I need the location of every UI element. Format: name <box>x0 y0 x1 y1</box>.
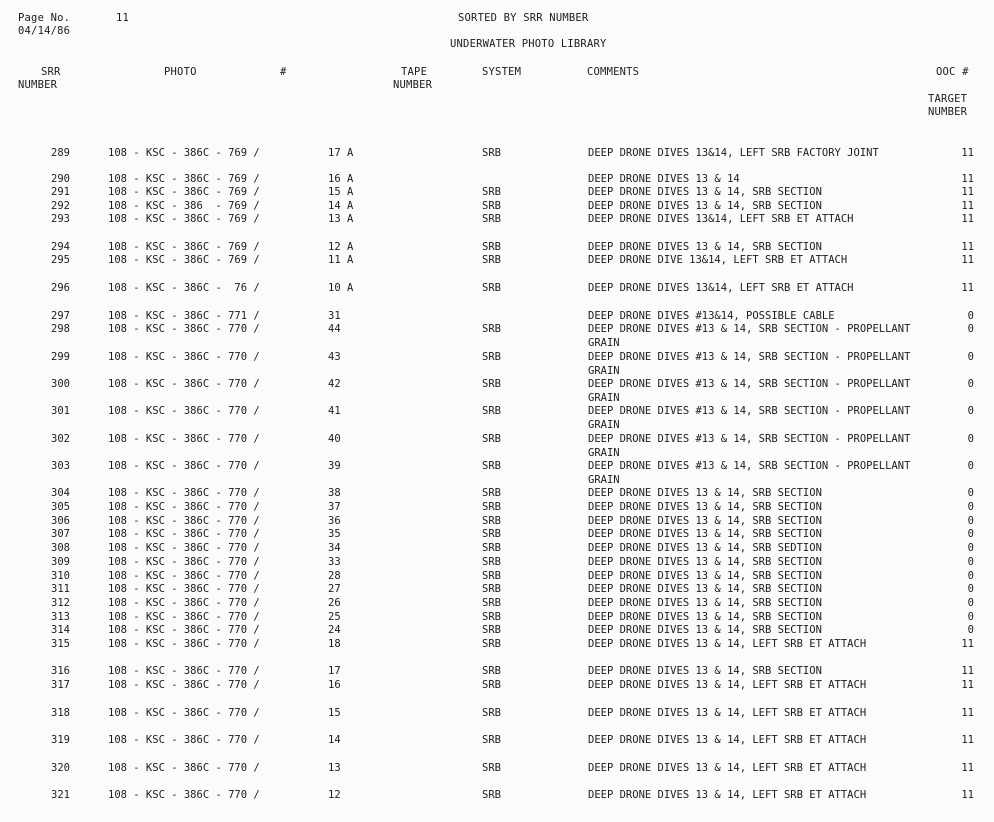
ooc-cell: 11 <box>961 254 974 266</box>
comment-cell: DEEP DRONE DIVE 13&14, LEFT SRB ET ATTACH <box>588 254 848 266</box>
ooc-cell: 0 <box>967 310 974 322</box>
photo-number-cell: 34 <box>328 542 341 554</box>
system-cell: SRB <box>482 528 501 540</box>
system-cell: SRB <box>482 213 501 225</box>
ooc-cell: 0 <box>967 528 974 540</box>
system-cell: SRB <box>482 460 501 472</box>
ooc-cell: 11 <box>961 762 974 774</box>
comment-cell: DEEP DRONE DIVES #13 & 14, SRB SECTION - PROPELLANT GRAIN <box>588 433 911 459</box>
system-cell: SRB <box>482 378 501 390</box>
ooc-cell: 11 <box>961 282 974 294</box>
col-tape-number: NUMBER <box>393 79 433 91</box>
ooc-cell: 11 <box>961 707 974 719</box>
ooc-cell: 11 <box>961 200 974 212</box>
comment-cell: DEEP DRONE DIVES #13 & 14, SRB SECTION - PROPELLANT GRAIN <box>588 351 911 377</box>
ooc-cell: 0 <box>967 515 974 527</box>
srr-cell: 293 <box>51 213 70 225</box>
ooc-cell: 0 <box>967 570 974 582</box>
photo-number-cell: 17 A <box>328 147 354 159</box>
photo-cell: 108 - KSC - 386C - 769 / <box>108 147 260 159</box>
system-cell: SRB <box>482 570 501 582</box>
photo-cell: 108 - KSC - 386C - 769 / <box>108 173 260 185</box>
photo-cell: 108 - KSC - 386C - 770 / <box>108 351 260 363</box>
photo-cell: 108 - KSC - 386C - 770 / <box>108 597 260 609</box>
report-date: 04/14/86 <box>18 25 71 37</box>
system-cell: SRB <box>482 147 501 159</box>
comment-cell: DEEP DRONE DIVES 13 & 14, SRB SECTION <box>588 665 822 677</box>
photo-cell: 108 - KSC - 386C - 770 / <box>108 583 260 595</box>
system-cell: SRB <box>482 405 501 417</box>
ooc-cell: 0 <box>967 597 974 609</box>
photo-cell: 108 - KSC - 386C - 770 / <box>108 624 260 636</box>
col-hash: # <box>280 66 287 78</box>
col-system: SYSTEM <box>482 66 522 78</box>
photo-cell: 108 - KSC - 386C - 770 / <box>108 487 260 499</box>
comment-cell: DEEP DRONE DIVES 13 & 14, LEFT SRB ET ATTACH <box>588 789 867 801</box>
ooc-cell: 0 <box>967 611 974 623</box>
photo-number-cell: 41 <box>328 405 341 417</box>
system-cell: SRB <box>482 323 501 335</box>
srr-cell: 312 <box>51 597 70 609</box>
srr-cell: 315 <box>51 638 70 650</box>
photo-cell: 108 - KSC - 386C - 770 / <box>108 707 260 719</box>
photo-number-cell: 14 A <box>328 200 354 212</box>
photo-number-cell: 17 <box>328 665 341 677</box>
srr-cell: 304 <box>51 487 70 499</box>
srr-cell: 310 <box>51 570 70 582</box>
srr-cell: 317 <box>51 679 70 691</box>
comment-cell: DEEP DRONE DIVES 13 & 14, SRB SECTION <box>588 487 822 499</box>
photo-cell: 108 - KSC - 386C - 770 / <box>108 556 260 568</box>
photo-cell: 108 - KSC - 386C - 771 / <box>108 310 260 322</box>
comment-cell: DEEP DRONE DIVES #13 & 14, SRB SECTION - PROPELLANT GRAIN <box>588 405 911 431</box>
ooc-cell: 11 <box>961 241 974 253</box>
ooc-cell: 11 <box>961 638 974 650</box>
page-number: 11 <box>116 12 130 24</box>
srr-cell: 301 <box>51 405 70 417</box>
comment-cell: DEEP DRONE DIVES 13 & 14, LEFT SRB ET ATTACH <box>588 707 867 719</box>
photo-number-cell: 25 <box>328 611 341 623</box>
photo-number-cell: 18 <box>328 638 341 650</box>
ooc-cell: 0 <box>967 583 974 595</box>
comment-cell: DEEP DRONE DIVES 13 & 14, SRB SECTION <box>588 611 822 623</box>
system-cell: SRB <box>482 665 501 677</box>
ooc-cell: 11 <box>961 734 974 746</box>
photo-number-cell: 14 <box>328 734 341 746</box>
ooc-cell: 0 <box>967 624 974 636</box>
photo-number-cell: 44 <box>328 323 341 335</box>
ooc-cell: 0 <box>967 460 974 472</box>
photo-number-cell: 13 A <box>328 213 354 225</box>
photo-number-cell: 13 <box>328 762 341 774</box>
comment-cell: DEEP DRONE DIVES 13 & 14, SRB SECTION <box>588 624 822 636</box>
system-cell: SRB <box>482 282 501 294</box>
comment-cell: DEEP DRONE DIVES 13 & 14, SRB SECTION <box>588 570 822 582</box>
srr-cell: 309 <box>51 556 70 568</box>
comment-cell: DEEP DRONE DIVES 13 & 14, LEFT SRB ET ATTACH <box>588 638 867 650</box>
photo-cell: 108 - KSC - 386C - 770 / <box>108 515 260 527</box>
srr-cell: 308 <box>51 542 70 554</box>
comment-cell: DEEP DRONE DIVES 13 & 14, SRB SEDTION <box>588 542 822 554</box>
srr-cell: 314 <box>51 624 70 636</box>
ooc-cell: 0 <box>967 542 974 554</box>
photo-cell: 108 - KSC - 386C - 770 / <box>108 501 260 513</box>
system-cell: SRB <box>482 487 501 499</box>
system-cell: SRB <box>482 734 501 746</box>
ooc-cell: 0 <box>967 323 974 335</box>
photo-cell: 108 - KSC - 386C - 770 / <box>108 734 260 746</box>
srr-cell: 305 <box>51 501 70 513</box>
system-cell: SRB <box>482 707 501 719</box>
system-cell: SRB <box>482 638 501 650</box>
comment-cell: DEEP DRONE DIVES 13 & 14 <box>588 173 740 185</box>
comment-cell: DEEP DRONE DIVES 13&14, LEFT SRB ET ATTACH <box>588 282 854 294</box>
photo-number-cell: 35 <box>328 528 341 540</box>
photo-number-cell: 33 <box>328 556 341 568</box>
comment-cell: DEEP DRONE DIVES 13 & 14, SRB SECTION <box>588 501 822 513</box>
photo-cell: 108 - KSC - 386C - 770 / <box>108 378 260 390</box>
photo-cell: 108 - KSC - 386C - 770 / <box>108 405 260 417</box>
ooc-cell: 11 <box>961 186 974 198</box>
system-cell: SRB <box>482 501 501 513</box>
srr-cell: 306 <box>51 515 70 527</box>
system-cell: SRB <box>482 254 501 266</box>
srr-cell: 297 <box>51 310 70 322</box>
comment-cell: DEEP DRONE DIVES #13&14, POSSIBLE CABLE <box>588 310 835 322</box>
system-cell: SRB <box>482 679 501 691</box>
comment-cell: DEEP DRONE DIVES 13 & 14, SRB SECTION <box>588 583 822 595</box>
photo-cell: 108 - KSC - 386 - 769 / <box>108 200 260 212</box>
system-cell: SRB <box>482 186 501 198</box>
photo-cell: 108 - KSC - 386C - 769 / <box>108 186 260 198</box>
srr-cell: 291 <box>51 186 70 198</box>
photo-number-cell: 28 <box>328 570 341 582</box>
srr-cell: 292 <box>51 200 70 212</box>
photo-number-cell: 12 <box>328 789 341 801</box>
srr-cell: 316 <box>51 665 70 677</box>
col-srr-number: NUMBER <box>18 79 58 91</box>
ooc-cell: 11 <box>961 147 974 159</box>
comment-cell: DEEP DRONE DIVES 13 & 14, SRB SECTION <box>588 186 822 198</box>
col-target-number: NUMBER <box>928 106 968 118</box>
ooc-cell: 0 <box>967 433 974 445</box>
photo-cell: 108 - KSC - 386C - 770 / <box>108 679 260 691</box>
ooc-cell: 0 <box>967 351 974 363</box>
srr-cell: 290 <box>51 173 70 185</box>
comment-cell: DEEP DRONE DIVES 13 & 14, LEFT SRB ET ATTACH <box>588 734 867 746</box>
ooc-cell: 0 <box>967 501 974 513</box>
col-target: TARGET <box>928 93 968 105</box>
system-cell: SRB <box>482 762 501 774</box>
photo-cell: 108 - KSC - 386C - 770 / <box>108 542 260 554</box>
system-cell: SRB <box>482 611 501 623</box>
comment-cell: DEEP DRONE DIVES 13 & 14, SRB SECTION <box>588 556 822 568</box>
col-photo: PHOTO <box>164 66 197 78</box>
photo-number-cell: 40 <box>328 433 341 445</box>
srr-cell: 311 <box>51 583 70 595</box>
srr-cell: 296 <box>51 282 70 294</box>
photo-cell: 108 - KSC - 386C - 76 / <box>108 282 260 294</box>
photo-number-cell: 15 <box>328 707 341 719</box>
photo-number-cell: 42 <box>328 378 341 390</box>
photo-number-cell: 37 <box>328 501 341 513</box>
photo-cell: 108 - KSC - 386C - 769 / <box>108 241 260 253</box>
srr-cell: 321 <box>51 789 70 801</box>
photo-cell: 108 - KSC - 386C - 769 / <box>108 213 260 225</box>
srr-cell: 295 <box>51 254 70 266</box>
system-cell: SRB <box>482 583 501 595</box>
comment-cell: DEEP DRONE DIVES 13 & 14, SRB SECTION <box>588 200 822 212</box>
sort-title: SORTED BY SRR NUMBER <box>458 12 589 24</box>
photo-number-cell: 24 <box>328 624 341 636</box>
system-cell: SRB <box>482 597 501 609</box>
srr-cell: 302 <box>51 433 70 445</box>
srr-cell: 300 <box>51 378 70 390</box>
system-cell: SRB <box>482 556 501 568</box>
photo-number-cell: 15 A <box>328 186 354 198</box>
comment-cell: DEEP DRONE DIVES #13 & 14, SRB SECTION - PROPELLANT GRAIN <box>588 323 911 349</box>
photo-number-cell: 16 A <box>328 173 354 185</box>
ooc-cell: 0 <box>967 487 974 499</box>
comment-cell: DEEP DRONE DIVES #13 & 14, SRB SECTION - PROPELLANT GRAIN <box>588 460 911 486</box>
photo-number-cell: 26 <box>328 597 341 609</box>
comment-cell: DEEP DRONE DIVES 13 & 14, LEFT SRB ET ATTACH <box>588 762 867 774</box>
page-label: Page No. <box>18 12 71 24</box>
system-cell: SRB <box>482 433 501 445</box>
srr-cell: 289 <box>51 147 70 159</box>
system-cell: SRB <box>482 241 501 253</box>
photo-cell: 108 - KSC - 386C - 770 / <box>108 638 260 650</box>
ooc-cell: 11 <box>961 679 974 691</box>
photo-cell: 108 - KSC - 386C - 770 / <box>108 762 260 774</box>
col-ooc: OOC # <box>936 66 969 78</box>
photo-number-cell: 16 <box>328 679 341 691</box>
srr-cell: 303 <box>51 460 70 472</box>
photo-cell: 108 - KSC - 386C - 769 / <box>108 254 260 266</box>
ooc-cell: 11 <box>961 789 974 801</box>
col-srr: SRR <box>41 66 61 78</box>
photo-cell: 108 - KSC - 386C - 770 / <box>108 323 260 335</box>
comment-cell: DEEP DRONE DIVES 13 & 14, SRB SECTION <box>588 528 822 540</box>
photo-number-cell: 27 <box>328 583 341 595</box>
ooc-cell: 0 <box>967 378 974 390</box>
ooc-cell: 11 <box>961 665 974 677</box>
photo-number-cell: 10 A <box>328 282 354 294</box>
library-title: UNDERWATER PHOTO LIBRARY <box>450 38 607 50</box>
srr-cell: 307 <box>51 528 70 540</box>
srr-cell: 298 <box>51 323 70 335</box>
photo-cell: 108 - KSC - 386C - 770 / <box>108 665 260 677</box>
photo-cell: 108 - KSC - 386C - 770 / <box>108 528 260 540</box>
comment-cell: DEEP DRONE DIVES 13&14, LEFT SRB ET ATTACH <box>588 213 854 225</box>
photo-number-cell: 39 <box>328 460 341 472</box>
comment-cell: DEEP DRONE DIVES #13 & 14, SRB SECTION - PROPELLANT GRAIN <box>588 378 911 404</box>
comment-cell: DEEP DRONE DIVES 13 & 14, SRB SECTION <box>588 515 822 527</box>
comment-cell: DEEP DRONE DIVES 13 & 14, SRB SECTION <box>588 241 822 253</box>
srr-cell: 299 <box>51 351 70 363</box>
srr-cell: 318 <box>51 707 70 719</box>
ooc-cell: 11 <box>961 213 974 225</box>
photo-number-cell: 38 <box>328 487 341 499</box>
photo-cell: 108 - KSC - 386C - 770 / <box>108 433 260 445</box>
col-comments: COMMENTS <box>587 66 640 78</box>
photo-number-cell: 11 A <box>328 254 354 266</box>
srr-cell: 319 <box>51 734 70 746</box>
system-cell: SRB <box>482 542 501 554</box>
photo-cell: 108 - KSC - 386C - 770 / <box>108 611 260 623</box>
system-cell: SRB <box>482 624 501 636</box>
system-cell: SRB <box>482 515 501 527</box>
ooc-cell: 11 <box>961 173 974 185</box>
photo-cell: 108 - KSC - 386C - 770 / <box>108 460 260 472</box>
comment-cell: DEEP DRONE DIVES 13&14, LEFT SRB FACTORY JOINT <box>588 147 879 159</box>
system-cell: SRB <box>482 200 501 212</box>
srr-cell: 313 <box>51 611 70 623</box>
photo-number-cell: 43 <box>328 351 341 363</box>
photo-cell: 108 - KSC - 386C - 770 / <box>108 789 260 801</box>
photo-number-cell: 12 A <box>328 241 354 253</box>
photo-number-cell: 36 <box>328 515 341 527</box>
comment-cell: DEEP DRONE DIVES 13 & 14, SRB SECTION <box>588 597 822 609</box>
col-tape: TAPE <box>401 66 428 78</box>
ooc-cell: 0 <box>967 405 974 417</box>
ooc-cell: 0 <box>967 556 974 568</box>
system-cell: SRB <box>482 351 501 363</box>
comment-cell: DEEP DRONE DIVES 13 & 14, LEFT SRB ET ATTACH <box>588 679 867 691</box>
photo-cell: 108 - KSC - 386C - 770 / <box>108 570 260 582</box>
srr-cell: 294 <box>51 241 70 253</box>
system-cell: SRB <box>482 789 501 801</box>
photo-number-cell: 31 <box>328 310 341 322</box>
srr-cell: 320 <box>51 762 70 774</box>
